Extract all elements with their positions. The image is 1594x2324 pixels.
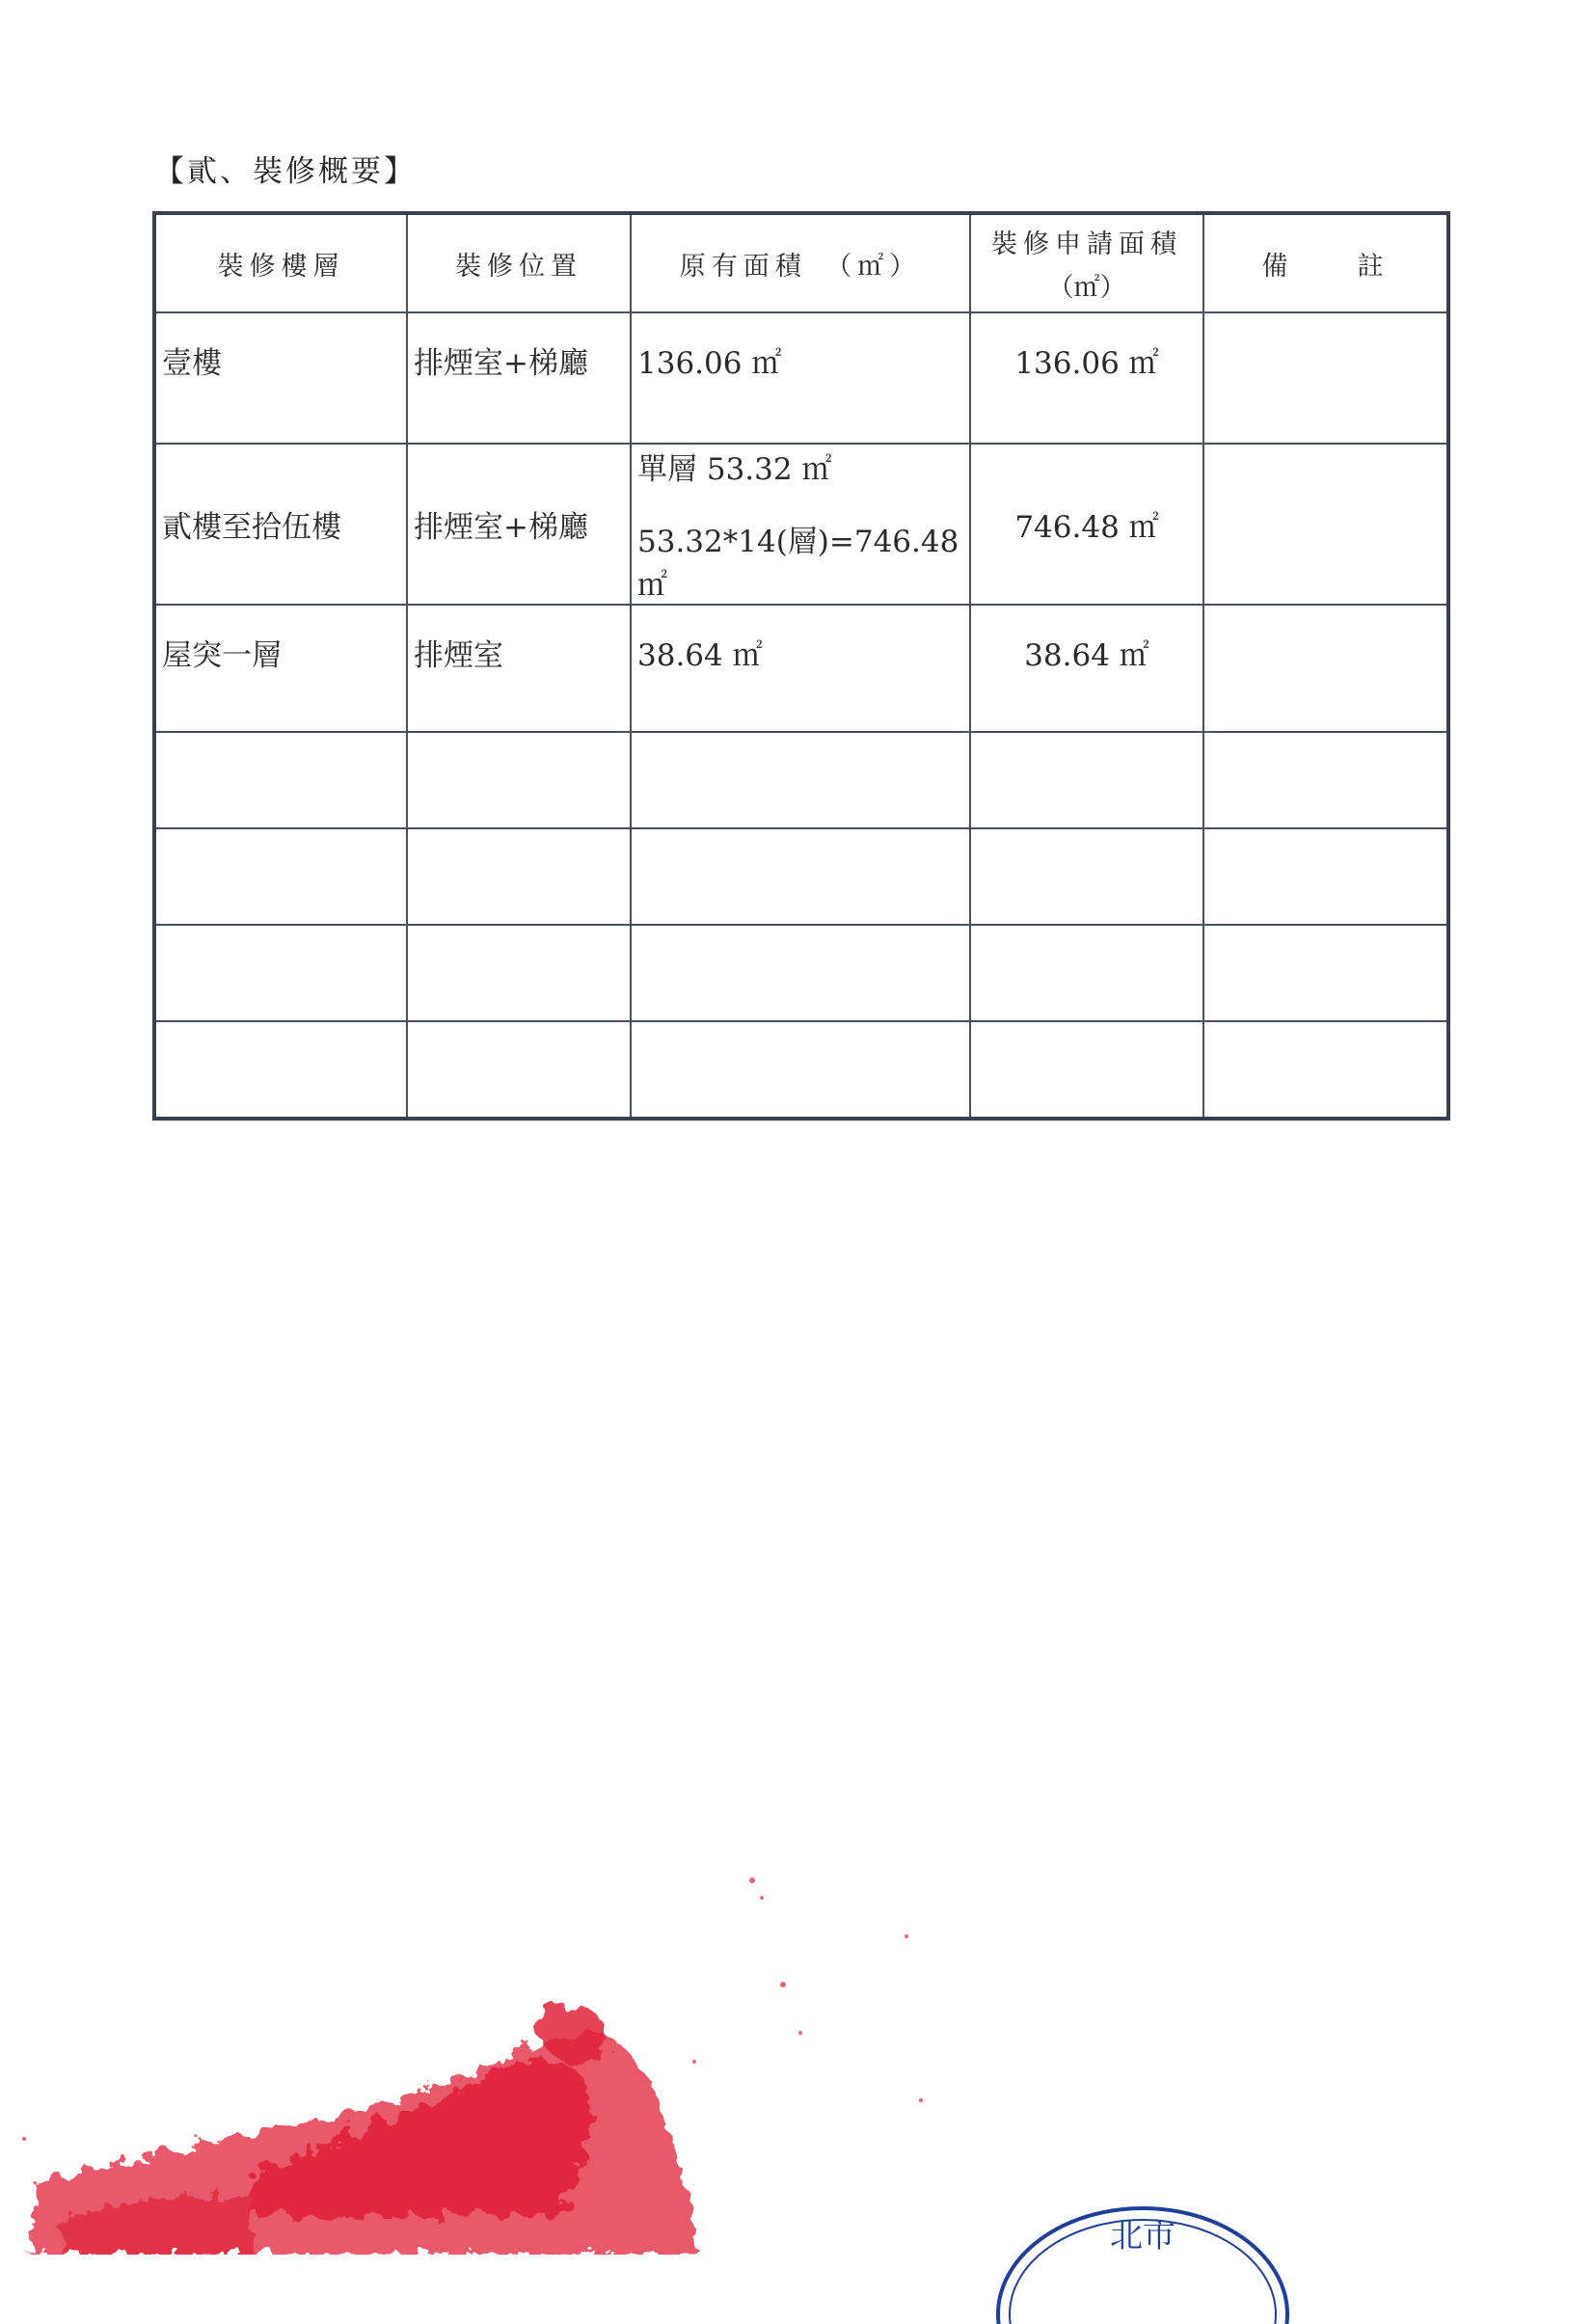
red-ink-smear	[0, 1869, 1594, 2255]
cell-location: 排煙室+梯廳	[407, 312, 631, 444]
empty-table-row	[154, 732, 1448, 828]
empty-table-row	[154, 1021, 1448, 1119]
cell-floor: 貳樓至拾伍樓	[154, 444, 407, 605]
header-applied-area-unit: （㎡）	[1047, 273, 1126, 303]
empty-cell	[154, 925, 407, 1021]
header-location: 裝修位置	[407, 213, 631, 312]
empty-cell	[970, 828, 1203, 925]
header-applied-area	[970, 213, 1203, 312]
cell-applied-area: 38.64 ㎡	[970, 605, 1203, 732]
table-row	[154, 605, 1448, 732]
cell-applied-area: 746.48 ㎡	[970, 444, 1203, 605]
cell-note	[1203, 444, 1448, 605]
empty-cell	[631, 1021, 970, 1119]
original-area-line: 53.32*14(層)=746.48 ㎡	[637, 525, 959, 603]
renovation-summary-table	[152, 211, 1450, 1121]
cell-floor: 壹樓	[154, 312, 407, 444]
cell-location: 排煙室+梯廳	[407, 444, 631, 605]
section-heading: 【貳、裝修概要】	[154, 154, 417, 189]
empty-table-row	[154, 828, 1448, 925]
header-applied-area-label: 裝修申請面積	[991, 230, 1182, 259]
official-seal	[984, 2189, 1302, 2324]
cell-note	[1203, 605, 1448, 732]
empty-cell	[1203, 732, 1448, 828]
seal-partial-text: 北市	[1110, 2217, 1175, 2256]
cell-original-area	[631, 605, 970, 732]
cell-location: 排煙室	[407, 605, 631, 732]
original-area-line: 單層 53.32 ㎡	[637, 452, 832, 487]
empty-cell	[154, 1021, 407, 1119]
header-floor: 裝修樓層	[154, 213, 407, 312]
original-area-line: 136.06 ㎡	[637, 346, 782, 381]
empty-cell	[407, 732, 631, 828]
empty-cell	[1203, 1021, 1448, 1119]
empty-cell	[407, 1021, 631, 1119]
original-area-line: 38.64 ㎡	[637, 638, 763, 673]
empty-table-row	[154, 925, 1448, 1021]
empty-cell	[970, 732, 1203, 828]
empty-cell	[631, 925, 970, 1021]
cell-note	[1203, 312, 1448, 444]
empty-cell	[1203, 828, 1448, 925]
table-row	[154, 312, 1448, 444]
empty-cell	[1203, 925, 1448, 1021]
empty-cell	[154, 828, 407, 925]
empty-cell	[631, 732, 970, 828]
table-row	[154, 444, 1448, 605]
empty-cell	[631, 828, 970, 925]
empty-cell	[407, 925, 631, 1021]
empty-cell	[407, 828, 631, 925]
cell-floor: 屋突一層	[154, 605, 407, 732]
empty-cell	[970, 1021, 1203, 1119]
cell-original-area	[631, 444, 970, 605]
cell-original-area	[631, 312, 970, 444]
header-original-area: 原有面積 （㎡）	[631, 213, 970, 312]
empty-cell	[154, 732, 407, 828]
empty-cell	[970, 925, 1203, 1021]
table-header-row	[154, 213, 1448, 312]
cell-applied-area: 136.06 ㎡	[970, 312, 1203, 444]
header-note: 備 註	[1203, 213, 1448, 312]
